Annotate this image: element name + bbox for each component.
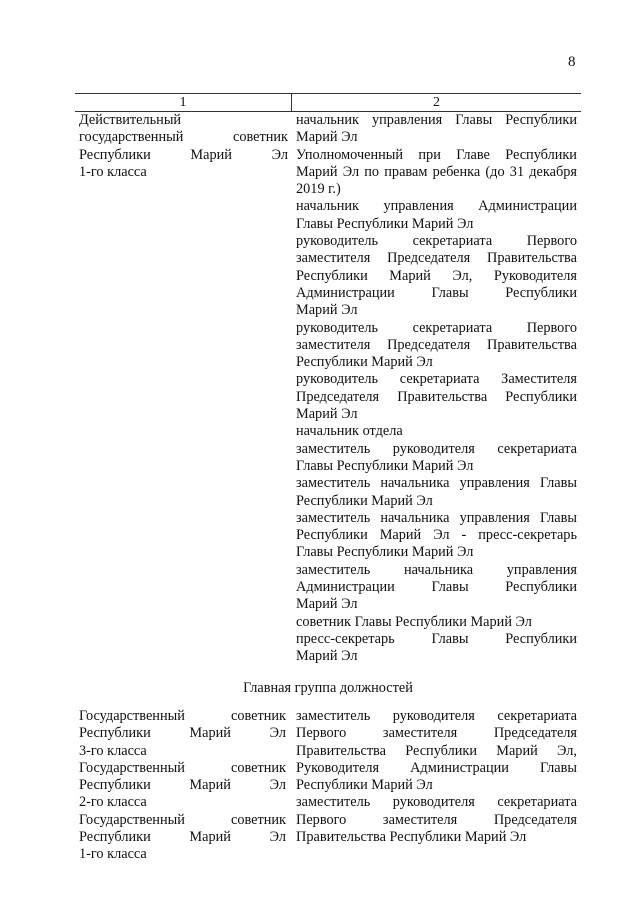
word: Заместителя [501,371,577,388]
text-line [296,562,577,579]
word: заместитель [296,794,371,811]
word: Главе [456,146,490,163]
text-line [296,510,577,527]
word: Марий [296,163,338,180]
text-line: Марий Эл [296,596,358,613]
word: начальника [380,509,450,526]
word: Уполномоченный [296,146,404,163]
word: начальник [296,112,359,128]
word: Республики [505,579,577,596]
word: руководителя [392,794,475,811]
word: заместитель [296,708,371,724]
word: Республики [296,267,368,284]
word: секретариата [497,794,577,811]
word: Первого [296,725,347,742]
word: Председателя [387,250,471,267]
word: руководитель [296,371,379,388]
text-line: Главы Республики Марий Эл [296,457,474,474]
text-line [296,760,577,777]
word: Республики [505,284,577,301]
word: Главы [431,284,469,301]
text-line: Главы Республики Марий Эл [296,215,474,232]
text-line [296,708,577,725]
word: управления [383,198,454,215]
word: декабря [529,163,577,180]
word: советник [230,811,286,828]
word: Государственный [79,759,185,776]
text-line [296,441,577,458]
word: руководитель [296,319,379,336]
word: Главы [431,630,469,647]
word: советник [230,708,286,724]
word: Республики [79,146,151,163]
section2-right-column [296,708,577,846]
word: Правительства [397,388,488,405]
word: Первого [526,233,577,250]
word: секретариата [497,440,577,457]
word: Республики [505,388,577,405]
word: Эл [269,777,286,794]
word: заместитель [296,440,371,457]
text-line [79,129,288,146]
text-line [79,725,286,742]
word: Правительства [487,336,577,353]
word: заместителя [296,336,371,353]
text-line [79,777,286,794]
text-line: начальник отдела [296,423,403,440]
word: управления [459,509,530,526]
word: Председателя [493,811,577,828]
text-line [79,708,286,725]
word: (до [485,163,505,180]
word: при [418,146,441,163]
text-line [296,389,577,406]
word: Марий [189,777,231,794]
text-line: 1-го класса [79,846,147,863]
text-line: Республики Марий Эл [296,492,433,509]
text-line [296,794,577,811]
section1-right-column [296,112,577,666]
word: начальника [380,475,450,492]
word: Первого [296,811,347,828]
word: секретариата [412,233,493,250]
group-heading: Главная группа должностей [243,680,413,696]
word: Эл [269,829,286,846]
word: Республики [79,829,151,846]
word: Председателя [296,388,380,405]
word: секретариата [399,371,480,388]
word: Первого [526,319,577,336]
word: Администрации [478,198,577,215]
word: Эл [269,725,286,742]
text-line [296,337,577,354]
word: государственный [79,129,184,146]
word: Администрации [410,759,509,776]
text-line: 1-го класса [79,163,147,180]
word: Руководителя [493,267,577,284]
column-number-2: 2 [433,95,440,110]
word: руководителя [392,708,475,724]
text-line [79,760,286,777]
word: Администрации [296,284,395,301]
word: Руководителя [296,759,380,776]
word: Председателя [493,725,577,742]
text-line: 2019 г.) [296,181,341,198]
text-line [79,147,288,164]
word: Эл, [557,742,577,759]
word: по [364,163,380,180]
word: Марий [189,725,231,742]
word: Эл [342,163,360,180]
text-line [296,233,577,250]
text-line [296,164,577,181]
word: советник [230,759,286,776]
text-line [296,579,577,596]
word: управления [459,475,530,492]
word: Марий [379,527,422,544]
word: Эл, [452,267,473,284]
text-line: Марий Эл [296,302,358,319]
word: начальник [296,198,359,215]
word: Государственный [79,708,185,724]
word: Республики [505,630,577,647]
text-line [296,475,577,492]
text-line: Правительства Республики Марий Эл [296,829,527,846]
word: Марий [389,267,431,284]
word: Эл [271,146,288,163]
text-line [79,829,286,846]
text-line [296,198,577,215]
word: Главы [539,759,577,776]
word: Председателя [387,336,471,353]
word: заместителя [296,250,371,267]
text-line [79,812,286,829]
text-line [296,268,577,285]
text-line [296,631,577,648]
word: заместителя [382,811,458,828]
section1-left-column [79,112,288,181]
text-line: Республики Марий Эл [296,354,433,371]
text-line [296,743,577,760]
word: Марий [189,829,231,846]
text-line: советник Главы Республики Марий Эл [296,613,532,630]
page-number: 8 [568,54,576,70]
word: - [461,527,467,544]
text-line [296,250,577,267]
word: Правительства [487,250,577,267]
word: заместитель [296,509,371,526]
word: пресс-секретарь [478,527,577,544]
text-line: Республики Марий Эл [296,777,433,794]
word: начальника [403,561,474,578]
word: Главы [539,475,577,492]
word: Республики [505,146,577,163]
word: Государственный [79,811,185,828]
word: ребенка [432,163,481,180]
word: Главы [431,579,469,596]
section2-left-column [79,708,286,864]
word: советник [232,129,288,146]
text-line [296,320,577,337]
text-line: Марий Эл [296,648,358,665]
word: Администрации [296,579,395,596]
word: 31 [509,163,525,180]
word: Правительства [296,742,386,759]
text-line [296,147,577,164]
word: Эл [433,527,450,544]
word: заместитель [296,475,371,492]
word: Главы [539,509,577,526]
text-line: Марий Эл [296,406,358,423]
word: Республики [79,777,151,794]
text-line [296,371,577,388]
text-line [296,725,577,742]
word: руководителя [392,440,475,457]
text-line: 2-го класса [79,794,147,811]
word: Республики [505,112,577,128]
word: управления [506,561,577,578]
word: Главы [455,112,493,128]
text-line [296,812,577,829]
word: Марий [496,742,538,759]
text-line: Главы Республики Марий Эл [296,544,474,561]
column-number-1: 1 [179,95,187,110]
word: Марий [190,146,232,163]
word: управления [372,112,443,128]
text-line: Действительный [79,112,182,128]
word: секретариата [497,708,577,724]
word: правам [384,163,428,180]
text-line [296,527,577,544]
word: Республики [79,725,151,742]
word: Республики [296,527,368,544]
text-line [296,285,577,302]
text-line: Марий Эл [296,129,358,146]
word: пресс-секретарь [296,630,395,647]
word: секретариата [412,319,493,336]
text-line: 3-го класса [79,742,147,759]
text-line [296,112,577,129]
word: руководитель [296,233,379,250]
word: Республики [405,742,477,759]
word: заместитель [296,561,371,578]
word: заместителя [382,725,458,742]
